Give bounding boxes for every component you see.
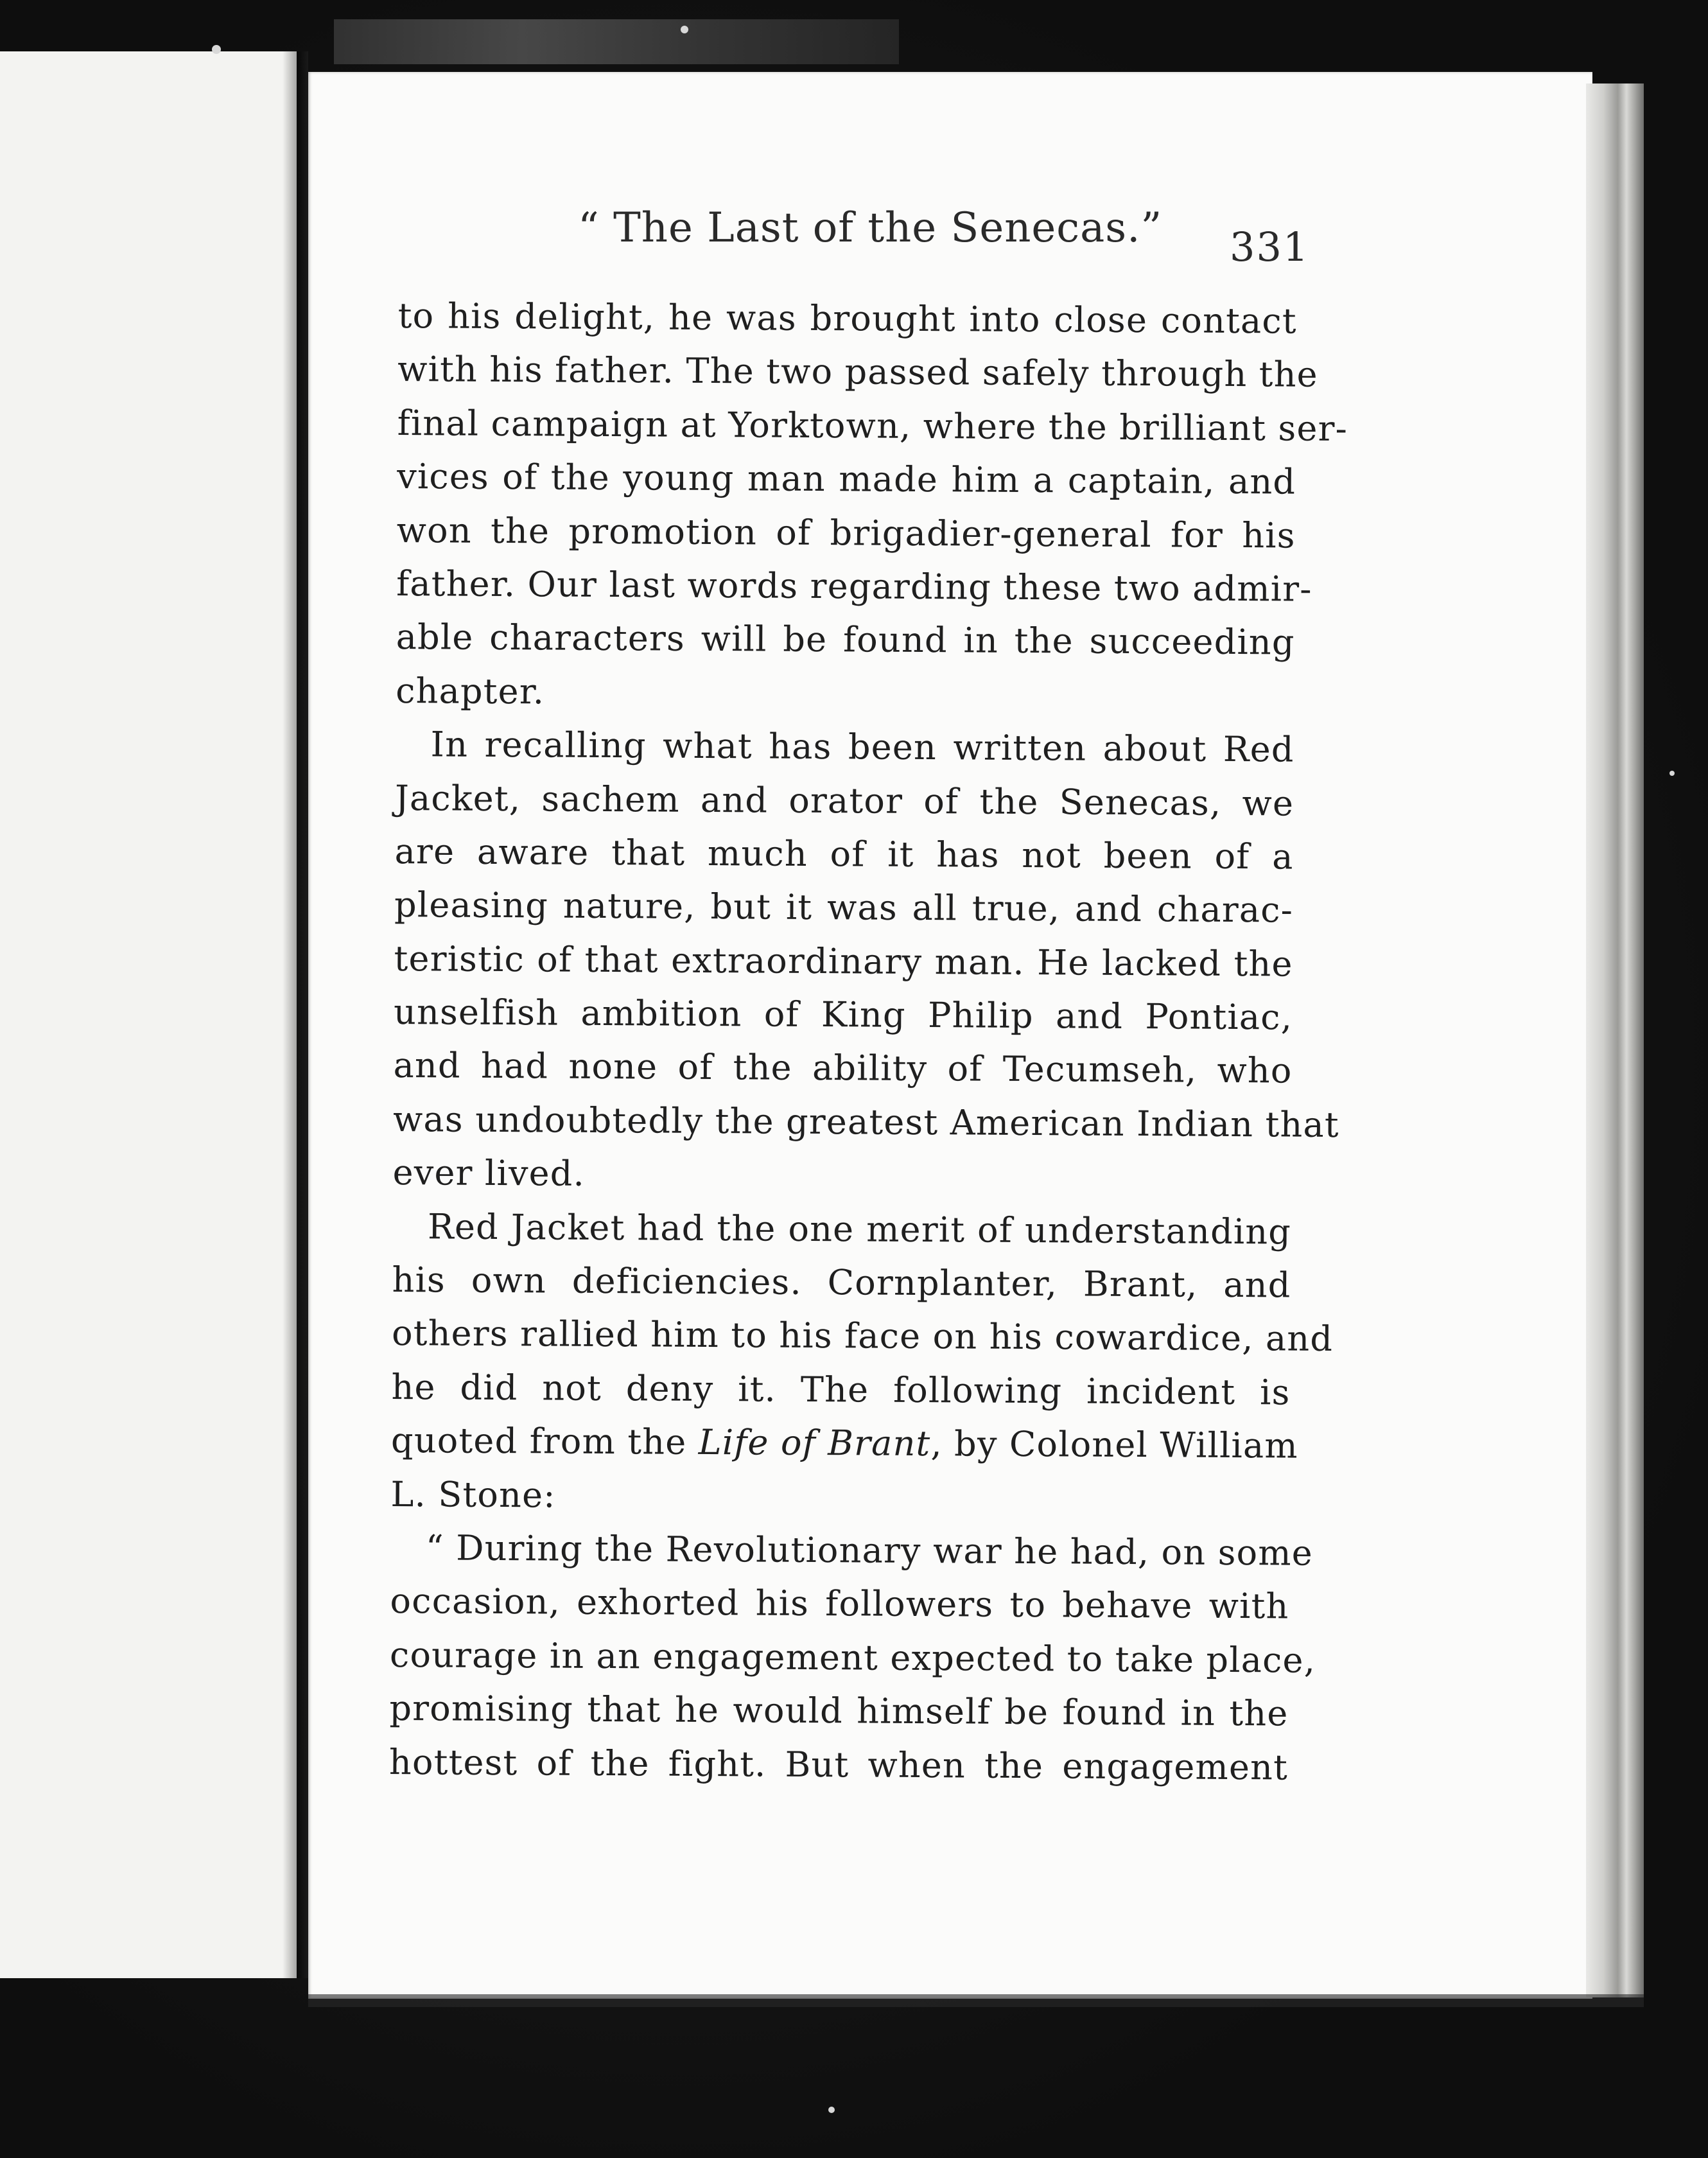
text-line: “ During the Revolutionary war he had, on some [425,1527,1314,1574]
text-line: L. Stone: [390,1473,556,1516]
text-line: hottest of the fight. But when the engagement [388,1741,1289,1788]
page-number: 331 [1230,224,1310,270]
text-line: Red Jacket had the one merit of understanding [427,1206,1292,1252]
dust-speck [1669,771,1675,776]
text-line: final campaign at Yorktown, where the brilliant ser- [397,402,1348,449]
text-segment: quoted from the [390,1420,699,1463]
left-facing-page [0,51,297,1978]
scan-top-strip [334,19,899,64]
text-line: he did not deny it. The following incident is [391,1366,1291,1413]
dust-speck [828,2107,835,2113]
text-line: his own deficiencies. Cornplanter, Brant, and [392,1259,1291,1306]
dust-speck [212,45,221,54]
body-text [388,289,1348,1794]
text-line: to his delight, he was brought into close contact [397,295,1297,342]
text-line: unselfish ambition of King Philip and Pontiac, [393,992,1293,1038]
dust-speck [681,26,688,33]
text-line: teristic of that extraordinary man. He lacked the [394,938,1293,985]
text-line: are aware that much of it has not been of a [394,830,1294,877]
text-line: ever lived. [392,1152,586,1195]
page-edge [1586,83,1644,1997]
text-line: was undoubtedly the greatest American Indian that [392,1098,1339,1145]
text-line: In recalling what has been written about Red [430,724,1294,770]
text-line: vices of the young man made him a captain, and [397,456,1296,502]
text-line: and had none of the ability of Tecumseh, who [393,1045,1293,1091]
text-segment: , by Colonel William [930,1423,1299,1466]
scan-bottom-band [308,1994,1644,2007]
text-line: won the promotion of brigadier-general for his [396,509,1296,556]
book-gutter [283,51,308,1978]
text-line: pleasing nature, but it was all true, and charac- [394,884,1294,931]
text-line: chapter. [395,670,545,712]
text-line: others rallied him to his face on his cowardice, and [391,1313,1334,1360]
text-line: occasion, exhorted his followers to behave with [390,1581,1289,1627]
text-line: Jacket, sachem and orator of the Senecas, we [394,777,1294,824]
running-head: “ The Last of the Senecas.” [578,204,1163,252]
book-title: Life of Brant [698,1422,931,1464]
text-line: promising that he would himself be found in the [389,1688,1289,1734]
text-line: father. Our last words regarding these two admir- [396,563,1312,610]
text-line: with his father. The two passed safely through the [397,349,1319,396]
text-line-with-title [390,1414,1299,1473]
text-line: able characters will be found in the succeeding [396,617,1295,663]
text-line: courage in an engagement expected to take place, [389,1634,1316,1681]
